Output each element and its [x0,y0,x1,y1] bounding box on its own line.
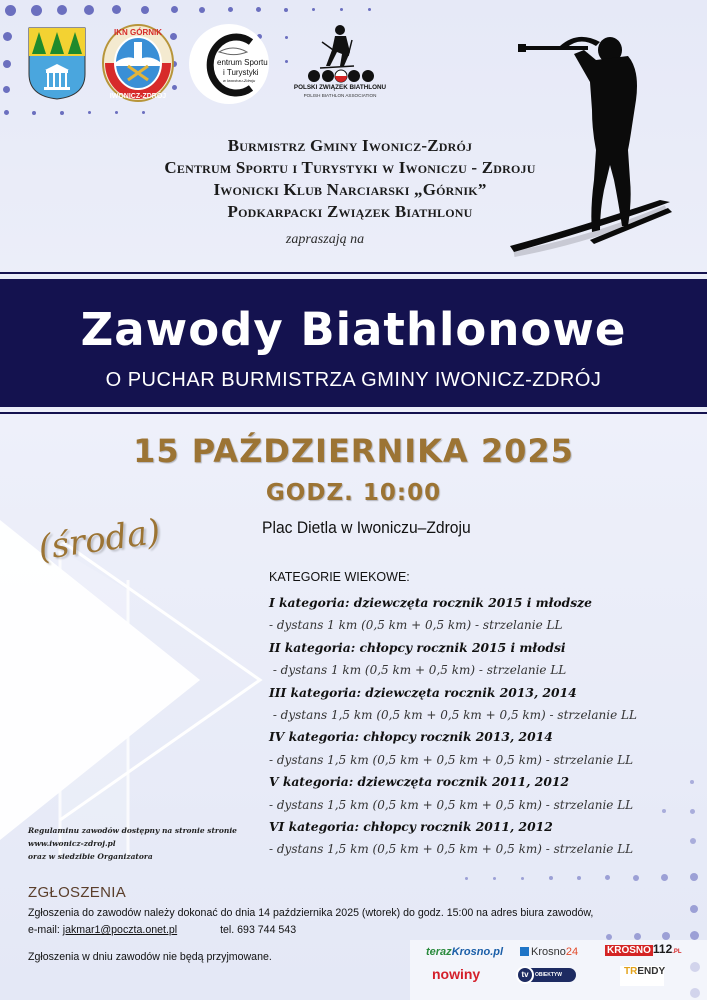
organizer-line: Podkarpacki Związek Biathlonu [227,202,473,221]
category-description: - dystans 1,5 km (0,5 km + 0,5 km + 0,5 km) - strzelanie LL [269,708,637,723]
organizer-line: Burmistrz Gminy Iwonicz-Zdrój [227,136,473,155]
svg-text:IKN GÓRNIK: IKN GÓRNIK [114,28,162,37]
age-categories [269,570,699,861]
event-subtitle: O PUCHAR BURMISTRZA GMINY IWONICZ-ZDRÓJ [105,369,602,391]
registration-note: Zgłoszenia w dniu zawodów nie będą przyjmowane. [28,951,272,963]
category-title: II kategoria: chłopcy rocznik 2015 i młodsi [269,639,566,655]
category-description: - dystans 1,5 km (0,5 km + 0,5 km + 0,5 km) - strzelanie LL [269,752,634,767]
registration-title: ZGŁOSZENIA [28,884,127,901]
category-title: VI kategoria: chłopcy rocznik 2011, 2012 [269,819,553,835]
rules-line: Regulaminu zawodów dostępny na stronie stronie [28,826,237,835]
krosno24-logo: Krosno24 [520,946,578,958]
registration-text: Zgłoszenia do zawodów należy dokonać do dnia 14 października 2025 (wtorek) do godz. 15:00 na adres biura zawodów, [28,907,594,919]
phone-number: tel. 693 744 543 [220,924,297,936]
centrum-line2: i Turystyki [223,68,259,77]
categories-header: KATEGORIE WIEKOWE: [269,570,410,584]
krosno112-logo: KROSNO 112.PL [607,942,682,956]
email-label: e-mail: [28,924,63,936]
event-title: Zawody Biathlonowe [80,303,627,356]
email-link[interactable]: jakmar1@poczta.onet.pl [62,924,178,936]
organizer-line: Centrum Sportu i Turystyki w Iwoniczu - Zdroju [164,158,536,177]
category-title: IV kategoria: chłopcy rocznik 2013, 2014 [269,729,553,745]
media-partners [410,940,707,1000]
category-description: - dystans 1,5 km (0,5 km + 0,5 km + 0,5 km) - strzelanie LL [269,797,634,812]
category-title: I kategoria: dziewczęta rocznik 2015 i młodsze [269,595,592,610]
teraz-krosno-logo: terazKrosno.pl [426,946,504,958]
svg-text:IWONICZ-ZDRÓJ: IWONICZ-ZDRÓJ [109,93,167,100]
tv-obiektyw-logo: tv OBIEKTYW [518,968,576,982]
pzb-name: POLSKI ZWIĄZEK BIATHLONU [293,84,387,91]
category-title: V kategoria: dziewczęta rocznik 2011, 2012 [269,774,570,790]
category-description: - dystans 1 km (0,5 km + 0,5 km) - strzelanie LL [269,663,567,678]
partner-logos [22,22,387,108]
polish-biathlon-association-logo [292,22,388,106]
event-date: 15 PAŹDZIERNIKA 2025 [133,432,574,470]
centrum-sportu-logo [189,24,269,104]
trendy-logo: TRENDY [620,966,664,986]
event-time: GODZ. 10:00 [265,480,442,506]
rules-line: oraz w siedzibie Organizatora [28,852,153,861]
event-place: Plac Dietla w Iwoniczu–Zdroju [262,518,471,537]
centrum-line3: w Iwoniczu-Zdroju [223,78,256,83]
category-title: III kategoria: dziewczęta rocznik 2013, 2014 [269,684,577,700]
ikn-gornik-logo [102,24,174,102]
invite-text: zapraszają na [285,232,365,247]
registration-details [28,905,707,939]
category-description: - dystans 1 km (0,5 km + 0,5 km) - strzelanie LL [269,618,563,633]
pzb-subtitle: POLISH BIATHLON ASSOCIATION [303,93,377,98]
organizers-list [140,135,560,223]
rules-website-link[interactable]: www.iwonicz-zdroj.pl [28,839,116,848]
nowiny-logo: nowiny [432,966,481,982]
event-weekday: (środa) [35,511,163,569]
organizer-line: Iwonicki Klub Narciarski „Górnik” [213,180,487,199]
title-banner [0,276,707,410]
centrum-line1: entrum Sportu [217,58,268,67]
category-description: - dystans 1,5 km (0,5 km + 0,5 km + 0,5 km) - strzelanie LL [269,842,634,857]
coat-of-arms-logo [27,26,87,100]
rules-note [28,824,237,863]
